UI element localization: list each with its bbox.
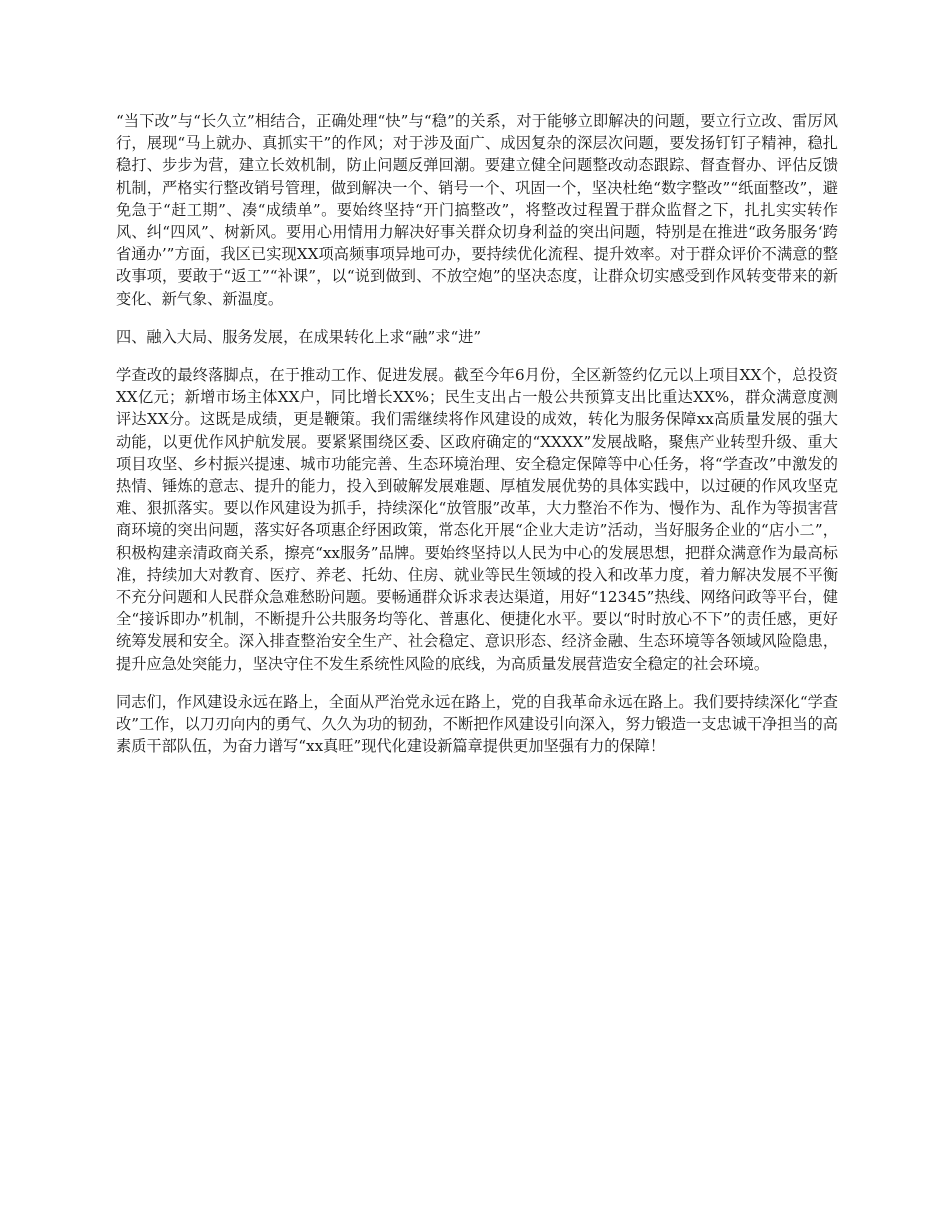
section-heading-four: 四、融入大局、服务发展，在成果转化上求“融”求“进” [116, 327, 482, 346]
paragraph-development: 学查改的最终落脚点，在于推动工作、促进发展。截至今年6月份，全区新签约亿元以上项目XX个，总投资XX亿元；新增市场主体XX户，同比增长XX%；民生支出占一般公共预算支出比重达XX%，群众满意度测评达XX分。这既是成绩，更是鞭策。我们需继续将作风建设的成效，转化为服务保障xx高质量发展的强大动能，以更优作风护航发展。要紧紧围绕区委、区政府确定的“XXXX”发展战略，聚焦产业转型升级、重大项目攻坚、乡村振兴提速、城市功能完善、生态环境治理、安全稳定保障等中心任务，将“学查改”中激发的热情、锤炼的意志、提升的能力，投入到破解发展难题、厚植发展优势的具体实践中，以过硬的作风攻坚克难、狠抓落实。要以作风建设为抓手，持续深化“放管服”改革，大力整治不作为、慢作为、乱作为等损害营商环境的突出问题，落实好各项惠企纾困政策，常态化开展“企业大走访”活动，当好服务企业的“店小二”，积极构建亲清政商关系，擦亮“xx服务”品牌。要始终坚持以人民为中心的发展思想，把群众满意作为最高标准，持续加大对教育、医疗、养老、托幼、住房、就业等民生领域的投入和改革力度，着力解决发展不平衡不充分问题和人民群众急难愁盼问题。要畅通群众诉求表达渠道，用好“12345”热线、网络问政等平台，健全“接诉即办”机制，不断提升公共服务均等化、普惠化、便捷化水平。要以“时时放心不下”的责任感，更好统筹发展和安全。深入排查整治安全生产、社会稳定、意识形态、经济金融、生态环境等各领域风险隐患，提升应急处突能力，坚决守住不发生系统性风险的底线，为高质量发展营造安全稳定的社会环境。 [116, 366, 838, 673]
paragraph-closing: 同志们，作风建设永远在路上，全面从严治党永远在路上，党的自我革命永远在路上。我们要持续深化“学查改”工作，以刀刃向内的勇气、久久为功的韧劲，不断把作风建设引向深入，努力锻造一支忠诚干净担当的高素质干部队伍，为奋力谱写“xx真旺”现代化建设新篇章提供更加坚强有力的保障！ [116, 692, 838, 756]
document-body [116, 110, 838, 773]
paragraph-rectification-mechanism: “当下改”与“长久立”相结合，正确处理“快”与“稳”的关系，对于能够立即解决的问题，要立行立改、雷厉风行，展现“马上就办、真抓实干”的作风；对于涉及面广、成因复杂的深层次问题，要发扬钉钉子精神，稳扎稳打、步步为营，建立长效机制，防止问题反弹回潮。要建立健全问题整改动态跟踪、督查督办、评估反馈机制，严格实行整改销号管理，做到解决一个、销号一个、巩固一个，坚决杜绝“数字整改”“纸面整改”，避免急于“赶工期”、凑“成绩单”。要始终坚持“开门搞整改”，将整改过程置于群众监督之下，扎扎实实转作风、纠“四风”、树新风。要用心用情用力解决好事关群众切身利益的突出问题，特别是在推进“政务服务‘跨省通办’”方面，我区已实现XX项高频事项异地可办，要持续优化流程、提升效率。对于群众评价不满意的整改事项，要敢于“返工”“补课”，以“说到做到、不放空炮”的坚决态度，让群众切实感受到作风转变带来的新变化、新气象、新温度。 [116, 112, 838, 308]
